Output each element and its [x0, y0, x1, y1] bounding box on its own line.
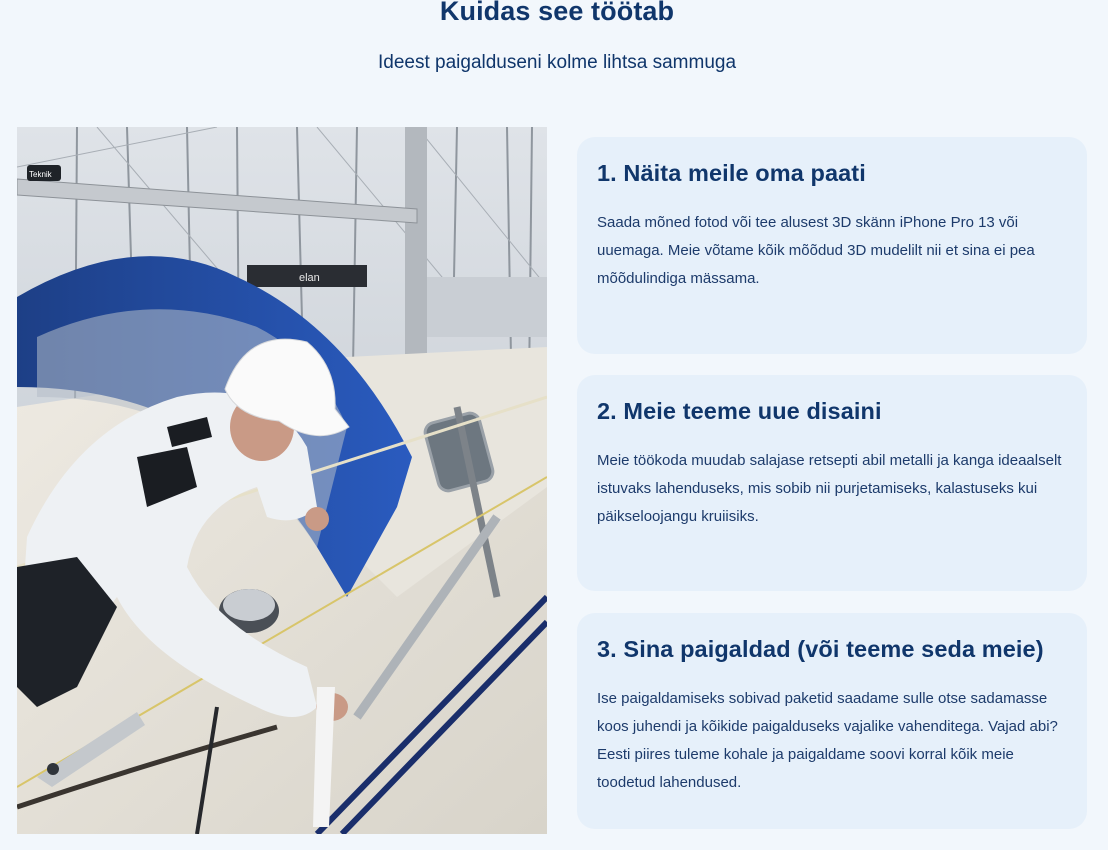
section-subtitle: Ideest paigalduseni kolme lihtsa sammuga [377, 52, 737, 73]
step-card-2 [577, 375, 1087, 591]
winch-handle-label: Teknik [29, 170, 52, 179]
sailboat-photo [17, 127, 547, 834]
step-text-3: Ise paigaldamiseks sobivad paketid saadame sulle otse sadamasse koos juhendi ja kõikide paigalduseks vajalike vahenditega. Vajad abi? Eesti piires tuleme kohale ja paigaldame soovi korral kõik meie toodetud lahendused. [597, 690, 1058, 791]
step-title-1: 1. Näita meile oma paati [597, 160, 866, 186]
step-text-1: Saada mõned fotod või tee alusest 3D skänn iPhone Pro 13 või uuemaga. Meie võtame kõik mõõdud 3D mudelilt nii et sina ei pea mõõdulindiga mässama. [597, 214, 1035, 287]
step-title-2: 2. Meie teeme uue disaini [597, 398, 882, 424]
step-text-2: Meie töökoda muudab salajase retsepti abil metalli ja kanga ideaalselt istuvaks lahenduseks, mis sobib nii purjetamiseks, kalastuseks kui päikseloojangu kruiisiks. [597, 452, 1062, 525]
step-card-3 [577, 613, 1087, 829]
main-mast [405, 127, 427, 357]
step-title-3: 3. Sina paigaldad (või teeme seda meie) [597, 636, 1044, 662]
step-card-1 [577, 137, 1087, 354]
boat-label: elan [299, 272, 320, 284]
section-title: Kuidas see töötab [439, 0, 675, 26]
